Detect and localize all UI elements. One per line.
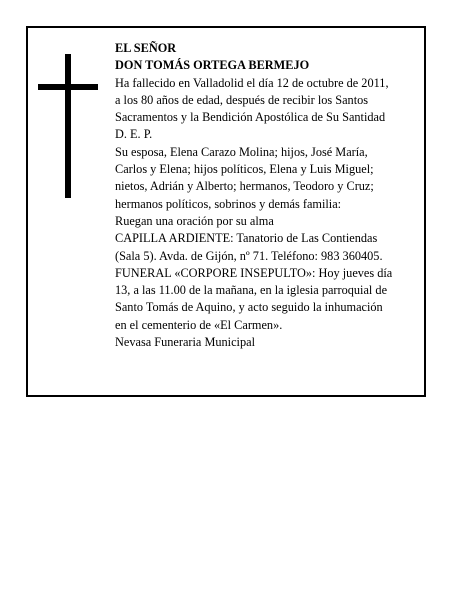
notice-line: 13, a las 11.00 de la mañana, en la iglesia parroquial de [115, 283, 388, 298]
notice-line: Su esposa, Elena Carazo Molina; hijos, José María, [115, 144, 368, 159]
notice-line: a los 80 años de edad, después de recibir los Santos [115, 92, 369, 107]
cross-horizontal-bar [38, 84, 98, 90]
obituary-text [115, 40, 425, 351]
latin-cross-icon [38, 54, 98, 198]
notice-line: (Sala 5). Avda. de Gijón, nº 71. Teléfono: 983 360405. [115, 248, 383, 263]
notice-line: D. E. P. [115, 127, 153, 142]
cross-vertical-bar [65, 54, 71, 198]
notice-line: Ruegan una oración por su alma [115, 213, 274, 228]
notice-line: Sacramentos y la Bendición Apostólica de Su Santidad [115, 110, 386, 125]
deceased-name: DON TOMÁS ORTEGA BERMEJO [115, 58, 310, 73]
notice-line: en el cementerio de «El Carmen». [115, 317, 283, 332]
notice-line: nietos, Adrián y Alberto; hermanos, Teodoro y Cruz; [115, 179, 374, 194]
notice-line: hermanos políticos, sobrinos y demás familia: [115, 196, 342, 211]
notice-line: Santo Tomás de Aquino, y acto seguido la inhumación [115, 300, 383, 315]
notice-line: Nevasa Funeraria Municipal [115, 335, 255, 350]
notice-line: CAPILLA ARDIENTE: Tanatorio de Las Contiendas [115, 231, 378, 246]
notice-line: Ha fallecido en Valladolid el día 12 de octubre de 2011, [115, 75, 389, 90]
notice-heading: EL SEÑOR [115, 41, 177, 55]
notice-line: FUNERAL «CORPORE INSEPULTO»: Hoy jueves día [115, 265, 393, 280]
notice-line: Carlos y Elena; hijos políticos, Elena y Luis Miguel; [115, 162, 374, 177]
